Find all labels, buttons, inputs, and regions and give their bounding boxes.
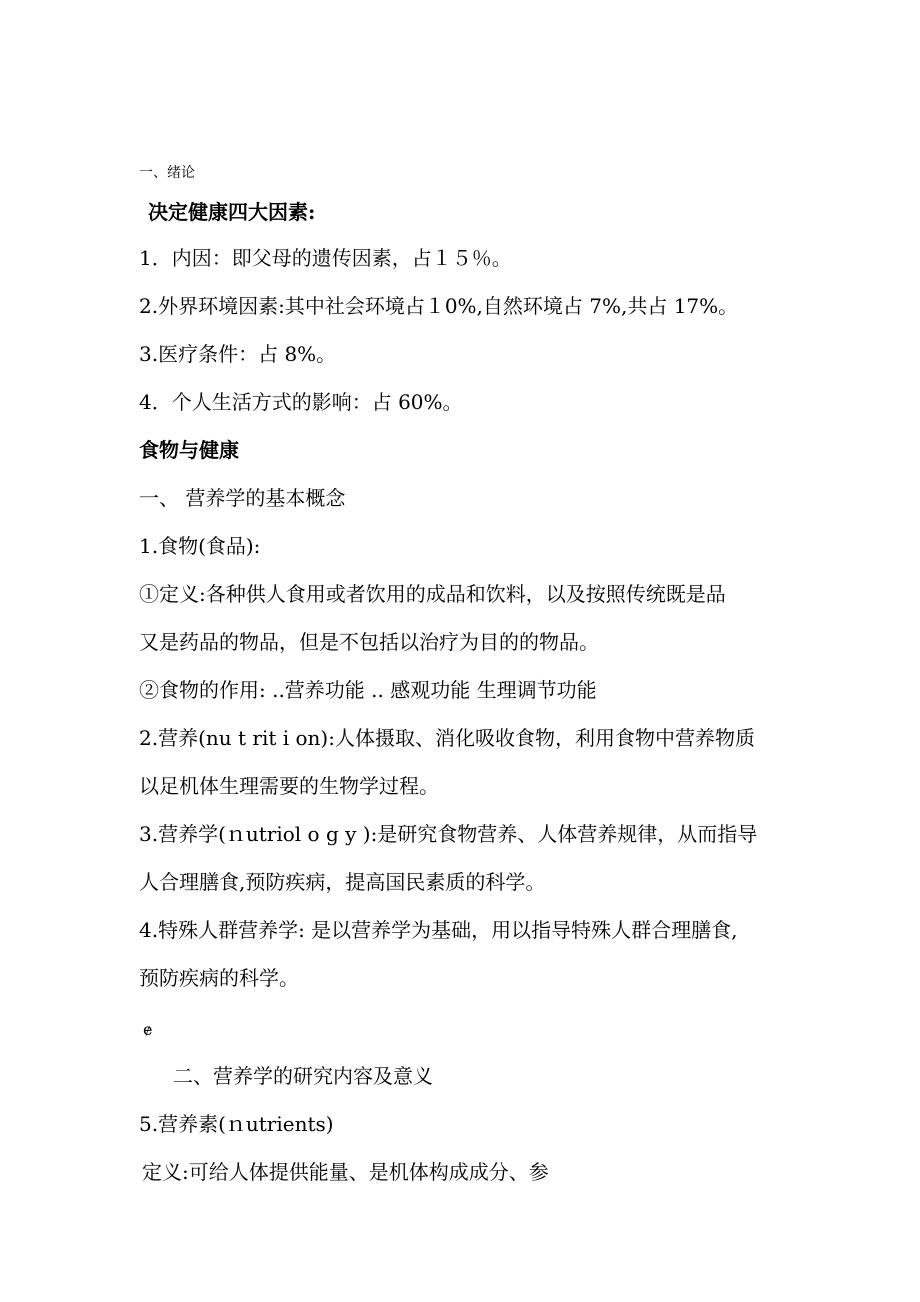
part-two-heading: 二、营养学的研究内容及意义 [173, 1064, 433, 1088]
health-factor-item: 2.外界环境因素:其中社会环境占１0%,自然环境占 7%,共占 17%。 [139, 294, 739, 318]
part-one-heading: 一、 营养学的基本概念 [139, 486, 346, 510]
health-factor-item: 1．内因：即父母的遗传因素，占１５％。 [139, 246, 512, 270]
health-factors-title: 决定健康四大因素: [148, 200, 316, 224]
nutrients-heading: 5.营养素(ｎutrients) [139, 1112, 334, 1136]
food-heading: 1.食物(食品): [139, 534, 261, 558]
food-function: ②食物的作用: ..营养功能 .. 感观功能 生理调节功能 [139, 678, 597, 702]
nutriology-definition-line: 3.营养学(ｎutriol o g y ):是研究食物营养、人体营养规律，从而指导 [139, 822, 758, 846]
stray-mark: ɇ [143, 1020, 153, 1039]
nutrition-definition-line: 以足机体生理需要的生物学过程。 [139, 774, 439, 798]
nutrition-definition-line: 2.营养(nu t rit i on):人体摄取、消化吸收食物，利用食物中营养物质 [139, 726, 755, 750]
special-nutrition-line: 预防疾病的科学。 [139, 966, 299, 990]
special-nutrition-line: 4.特殊人群营养学: 是以营养学为基础，用以指导特殊人群合理膳食, [139, 918, 738, 942]
section-title: 食物与健康 [139, 438, 239, 462]
health-factor-item: 3.医疗条件：占 8%。 [139, 342, 337, 366]
nutriology-definition-line: 人合理膳食,预防疾病，提高国民素质的科学。 [139, 870, 546, 894]
chapter-heading: 一、绪论 [139, 165, 195, 181]
health-factor-item: 4．个人生活方式的影响：占 60%。 [139, 390, 463, 414]
nutrients-definition: 定义:可给人体提供能量、是机体构成成分、参 [142, 1160, 549, 1184]
food-definition-line: ①定义:各种供人食用或者饮用的成品和饮料，以及按照传统既是品 [139, 582, 726, 606]
food-definition-line: 又是药品的物品，但是不包括以治疗为目的的物品。 [139, 630, 599, 654]
